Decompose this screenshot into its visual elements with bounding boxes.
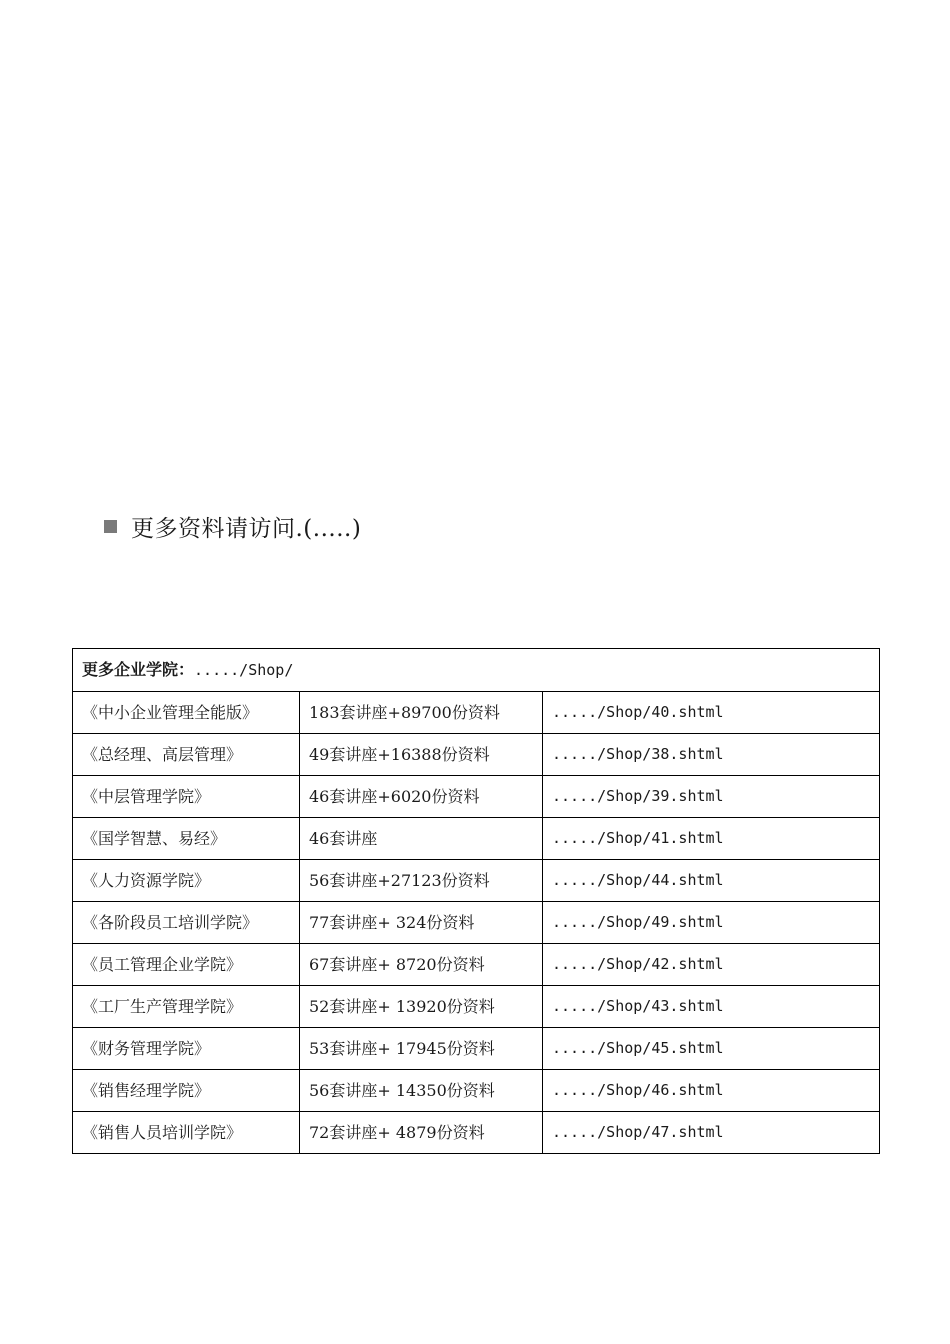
course-content: 72套讲座+ 4879份资料 [300, 1112, 543, 1154]
course-url-link[interactable]: ...../Shop/38.shtml [543, 734, 880, 776]
course-content: 67套讲座+ 8720份资料 [300, 944, 543, 986]
table-row [73, 734, 880, 776]
course-table [72, 648, 880, 1154]
course-url-link[interactable]: ...../Shop/40.shtml [543, 692, 880, 734]
course-content: 183套讲座+89700份资料 [300, 692, 543, 734]
course-name: 《销售经理学院》 [73, 1070, 300, 1112]
header-url-link[interactable]: ...../Shop/ [194, 661, 294, 679]
course-content: 53套讲座+ 17945份资料 [300, 1028, 543, 1070]
course-url-link[interactable]: ...../Shop/42.shtml [543, 944, 880, 986]
course-name: 《销售人员培训学院》 [73, 1112, 300, 1154]
table-row [73, 1028, 880, 1070]
course-content: 49套讲座+16388份资料 [300, 734, 543, 776]
course-name: 《中层管理学院》 [73, 776, 300, 818]
table-row [73, 860, 880, 902]
course-url-link[interactable]: ...../Shop/44.shtml [543, 860, 880, 902]
course-url-link[interactable]: ...../Shop/41.shtml [543, 818, 880, 860]
course-content: 56套讲座+27123份资料 [300, 860, 543, 902]
notice-line [104, 510, 361, 542]
square-bullet-icon [104, 520, 117, 533]
course-content: 46套讲座 [300, 818, 543, 860]
course-name: 《员工管理企业学院》 [73, 944, 300, 986]
course-name: 《各阶段员工培训学院》 [73, 902, 300, 944]
table-row [73, 776, 880, 818]
table-row [73, 986, 880, 1028]
course-name: 《国学智慧、易经》 [73, 818, 300, 860]
course-name: 《总经理、高层管理》 [73, 734, 300, 776]
table-row [73, 944, 880, 986]
header-label: 更多企业学院： [82, 660, 195, 679]
table-row [73, 1112, 880, 1154]
notice-text: 更多资料请访问.(.....) [131, 515, 362, 542]
table-header-row [73, 649, 880, 692]
course-url-link[interactable]: ...../Shop/47.shtml [543, 1112, 880, 1154]
course-name: 《工厂生产管理学院》 [73, 986, 300, 1028]
course-content: 52套讲座+ 13920份资料 [300, 986, 543, 1028]
course-name: 《中小企业管理全能版》 [73, 692, 300, 734]
table-row [73, 818, 880, 860]
course-url-link[interactable]: ...../Shop/43.shtml [543, 986, 880, 1028]
course-name: 《财务管理学院》 [73, 1028, 300, 1070]
course-content: 77套讲座+ 324份资料 [300, 902, 543, 944]
course-url-link[interactable]: ...../Shop/39.shtml [543, 776, 880, 818]
table-row [73, 902, 880, 944]
course-content: 56套讲座+ 14350份资料 [300, 1070, 543, 1112]
course-content: 46套讲座+6020份资料 [300, 776, 543, 818]
course-url-link[interactable]: ...../Shop/46.shtml [543, 1070, 880, 1112]
table-row [73, 1070, 880, 1112]
table-header-cell [73, 649, 880, 692]
course-url-link[interactable]: ...../Shop/45.shtml [543, 1028, 880, 1070]
course-name: 《人力资源学院》 [73, 860, 300, 902]
course-url-link[interactable]: ...../Shop/49.shtml [543, 902, 880, 944]
table-row [73, 692, 880, 734]
